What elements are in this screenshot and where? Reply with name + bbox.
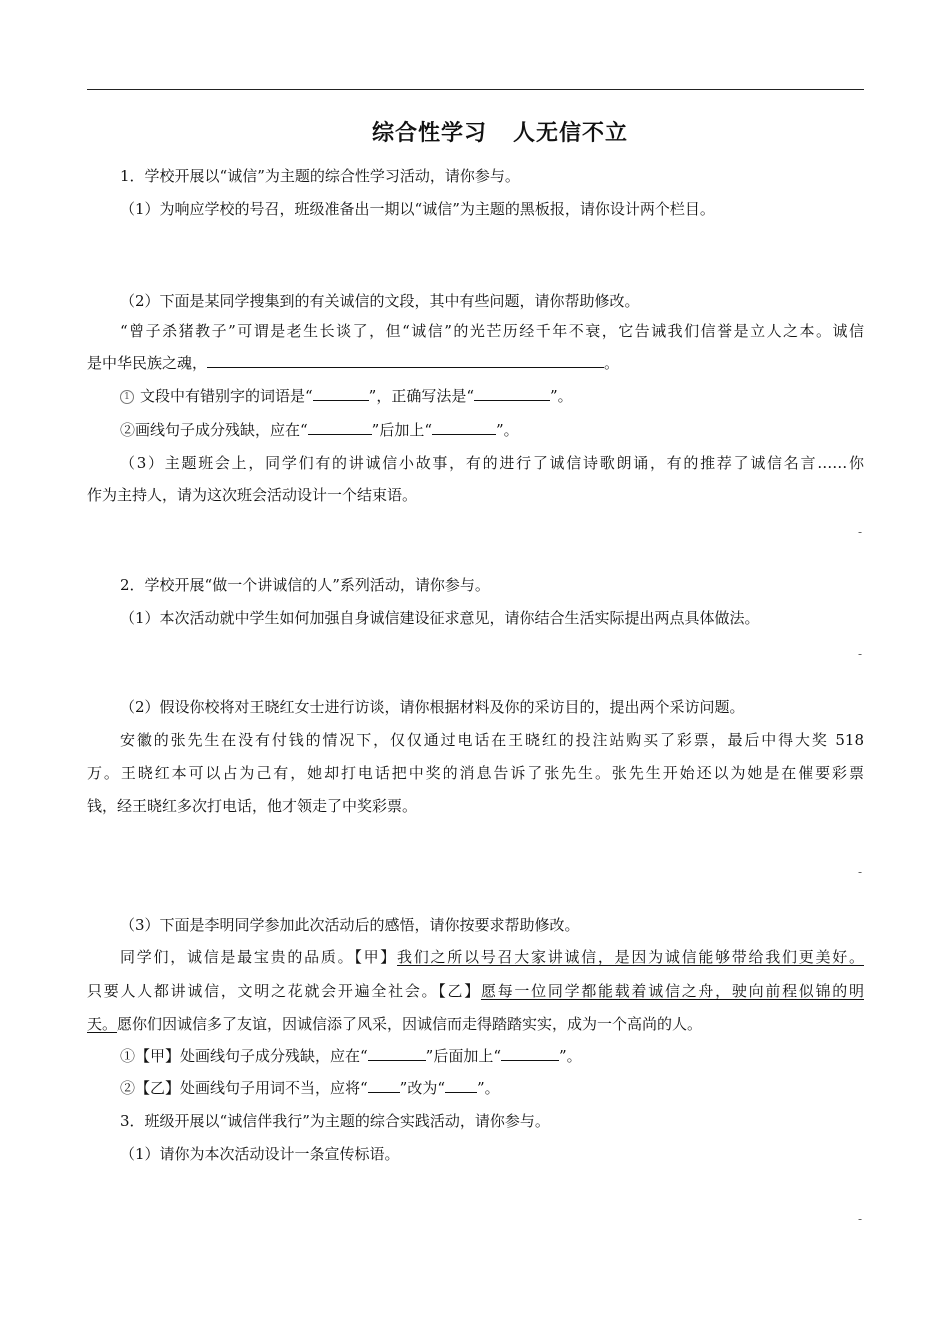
q1-intro: 1．学校开展以“诚信”为主题的综合性学习活动，请你参与。 [120, 167, 520, 185]
q1-part3-line1: （3）主题班会上，同学们有的讲诚信小故事，有的进行了诚信诗歌朗诵，有的推荐了诚信名言……你 [120, 454, 864, 472]
answer-space-mark: - [858, 647, 863, 661]
q2-intro: 2．学校开展“做一个讲诚信的人”系列活动，请你参与。 [120, 576, 490, 594]
title-part1: 综合性学习 [371, 121, 487, 146]
answer-space-mark: - [858, 1212, 863, 1226]
answer-blank[interactable] [445, 1078, 477, 1093]
answer-space-mark: - [858, 865, 863, 879]
q2-essay-line2: 只要人人都讲诚信，文明之花就会开遍全社会。【乙】愿每一位同学都能载着诚信之舟，驶向前程似锦的明 [87, 982, 864, 1000]
answer-blank[interactable] [313, 386, 369, 401]
answer-blank[interactable] [207, 353, 604, 368]
q1-passage-line1: “曾子杀猪教子”可谓是老生长谈了，但“诚信”的光芒历经千年不衰，它告诫我们信誉是立人之本。诚信 [120, 322, 864, 340]
answer-blank[interactable] [432, 420, 496, 435]
answer-blank[interactable] [474, 386, 550, 401]
q2-material-line2: 万。王晓红本可以占为己有，她却打电话把中奖的消息告诉了张先生。张先生开始还以为她是在催要彩票 [87, 764, 864, 782]
q1-part3-line2: 作为主持人，请为这次班会活动设计一个结束语。 [87, 486, 418, 504]
q2-material-line3: 钱，经王晓红多次打电话，他才领走了中奖彩票。 [87, 797, 418, 815]
answer-space-mark: - [858, 525, 863, 539]
q2-essay-line3: 天。愿你们因诚信多了友谊，因诚信添了风采，因诚信而走得踏踏实实，成为一个高尚的人。 [87, 1015, 703, 1033]
header-rule [87, 89, 864, 90]
q1-sub1: 1 文段中有错别字的词语是“ ”，正确写法是“ ”。 [120, 386, 864, 406]
q1-passage-text: 是中华民族之魂， [87, 354, 208, 372]
q2-part1: （1）本次活动就中学生如何加强自身诚信建设征求意见，请你结合生活实际提出两点具体做法。 [120, 609, 760, 627]
underlined-sentence-yi: 愿每一位同学都能载着诚信之舟，驶向前程似锦的明 [480, 982, 864, 1000]
answer-blank[interactable] [308, 420, 372, 435]
q2-part2: （2）假设你校将对王晓红女士进行访谈，请你根据材料及你的采访目的，提出两个采访问题。 [120, 698, 745, 716]
q2-sub2: ②【乙】处画线句子用词不当，应将“ ”改为“ ”。 [120, 1079, 500, 1097]
q1-part2: （2）下面是某同学搜集到的有关诚信的文段，其中有些问题，请你帮助修改。 [120, 292, 640, 310]
underlined-sentence-jia: 我们之所以号召大家讲诚信，是因为诚信能够带给我们更美好。 [397, 948, 864, 966]
answer-blank[interactable] [368, 1078, 400, 1093]
q1-passage-line2 [87, 353, 864, 373]
q2-essay-line1: 同学们，诚信是最宝贵的品质。【甲】我们之所以号召大家讲诚信，是因为诚信能够带给我们更美好。 [120, 948, 864, 966]
circled-number: 1 [120, 390, 134, 404]
q2-part3: （3）下面是李明同学参加此次活动后的感悟，请你按要求帮助修改。 [120, 916, 580, 934]
underlined-sentence-yi-end: 天。 [87, 1015, 118, 1033]
q1-passage-period: 。 [604, 354, 620, 372]
answer-blank[interactable] [368, 1046, 426, 1061]
q3-intro: 3．班级开展以“诚信伴我行”为主题的综合实践活动，请你参与。 [120, 1112, 550, 1130]
title-part2: 人无信不立 [513, 121, 629, 146]
q2-material-line1: 安徽的张先生在没有付钱的情况下，仅仅通过电话在王晓红的投注站购买了彩票，最后中得大奖 518 [120, 731, 864, 749]
q1-part1: （1）为响应学校的号召，班级准备出一期以“诚信”为主题的黑板报，请你设计两个栏目。 [120, 200, 715, 218]
q1-sub2: ②画线句子成分残缺，应在“ ”后加上“ ”。 [120, 421, 519, 439]
page-title [0, 116, 950, 147]
q2-sub1: ①【甲】处画线句子成分残缺，应在“ ”后面加上“ ”。 [120, 1047, 582, 1065]
q3-part1: （1）请你为本次活动设计一条宣传标语。 [120, 1145, 400, 1163]
answer-blank[interactable] [501, 1046, 559, 1061]
